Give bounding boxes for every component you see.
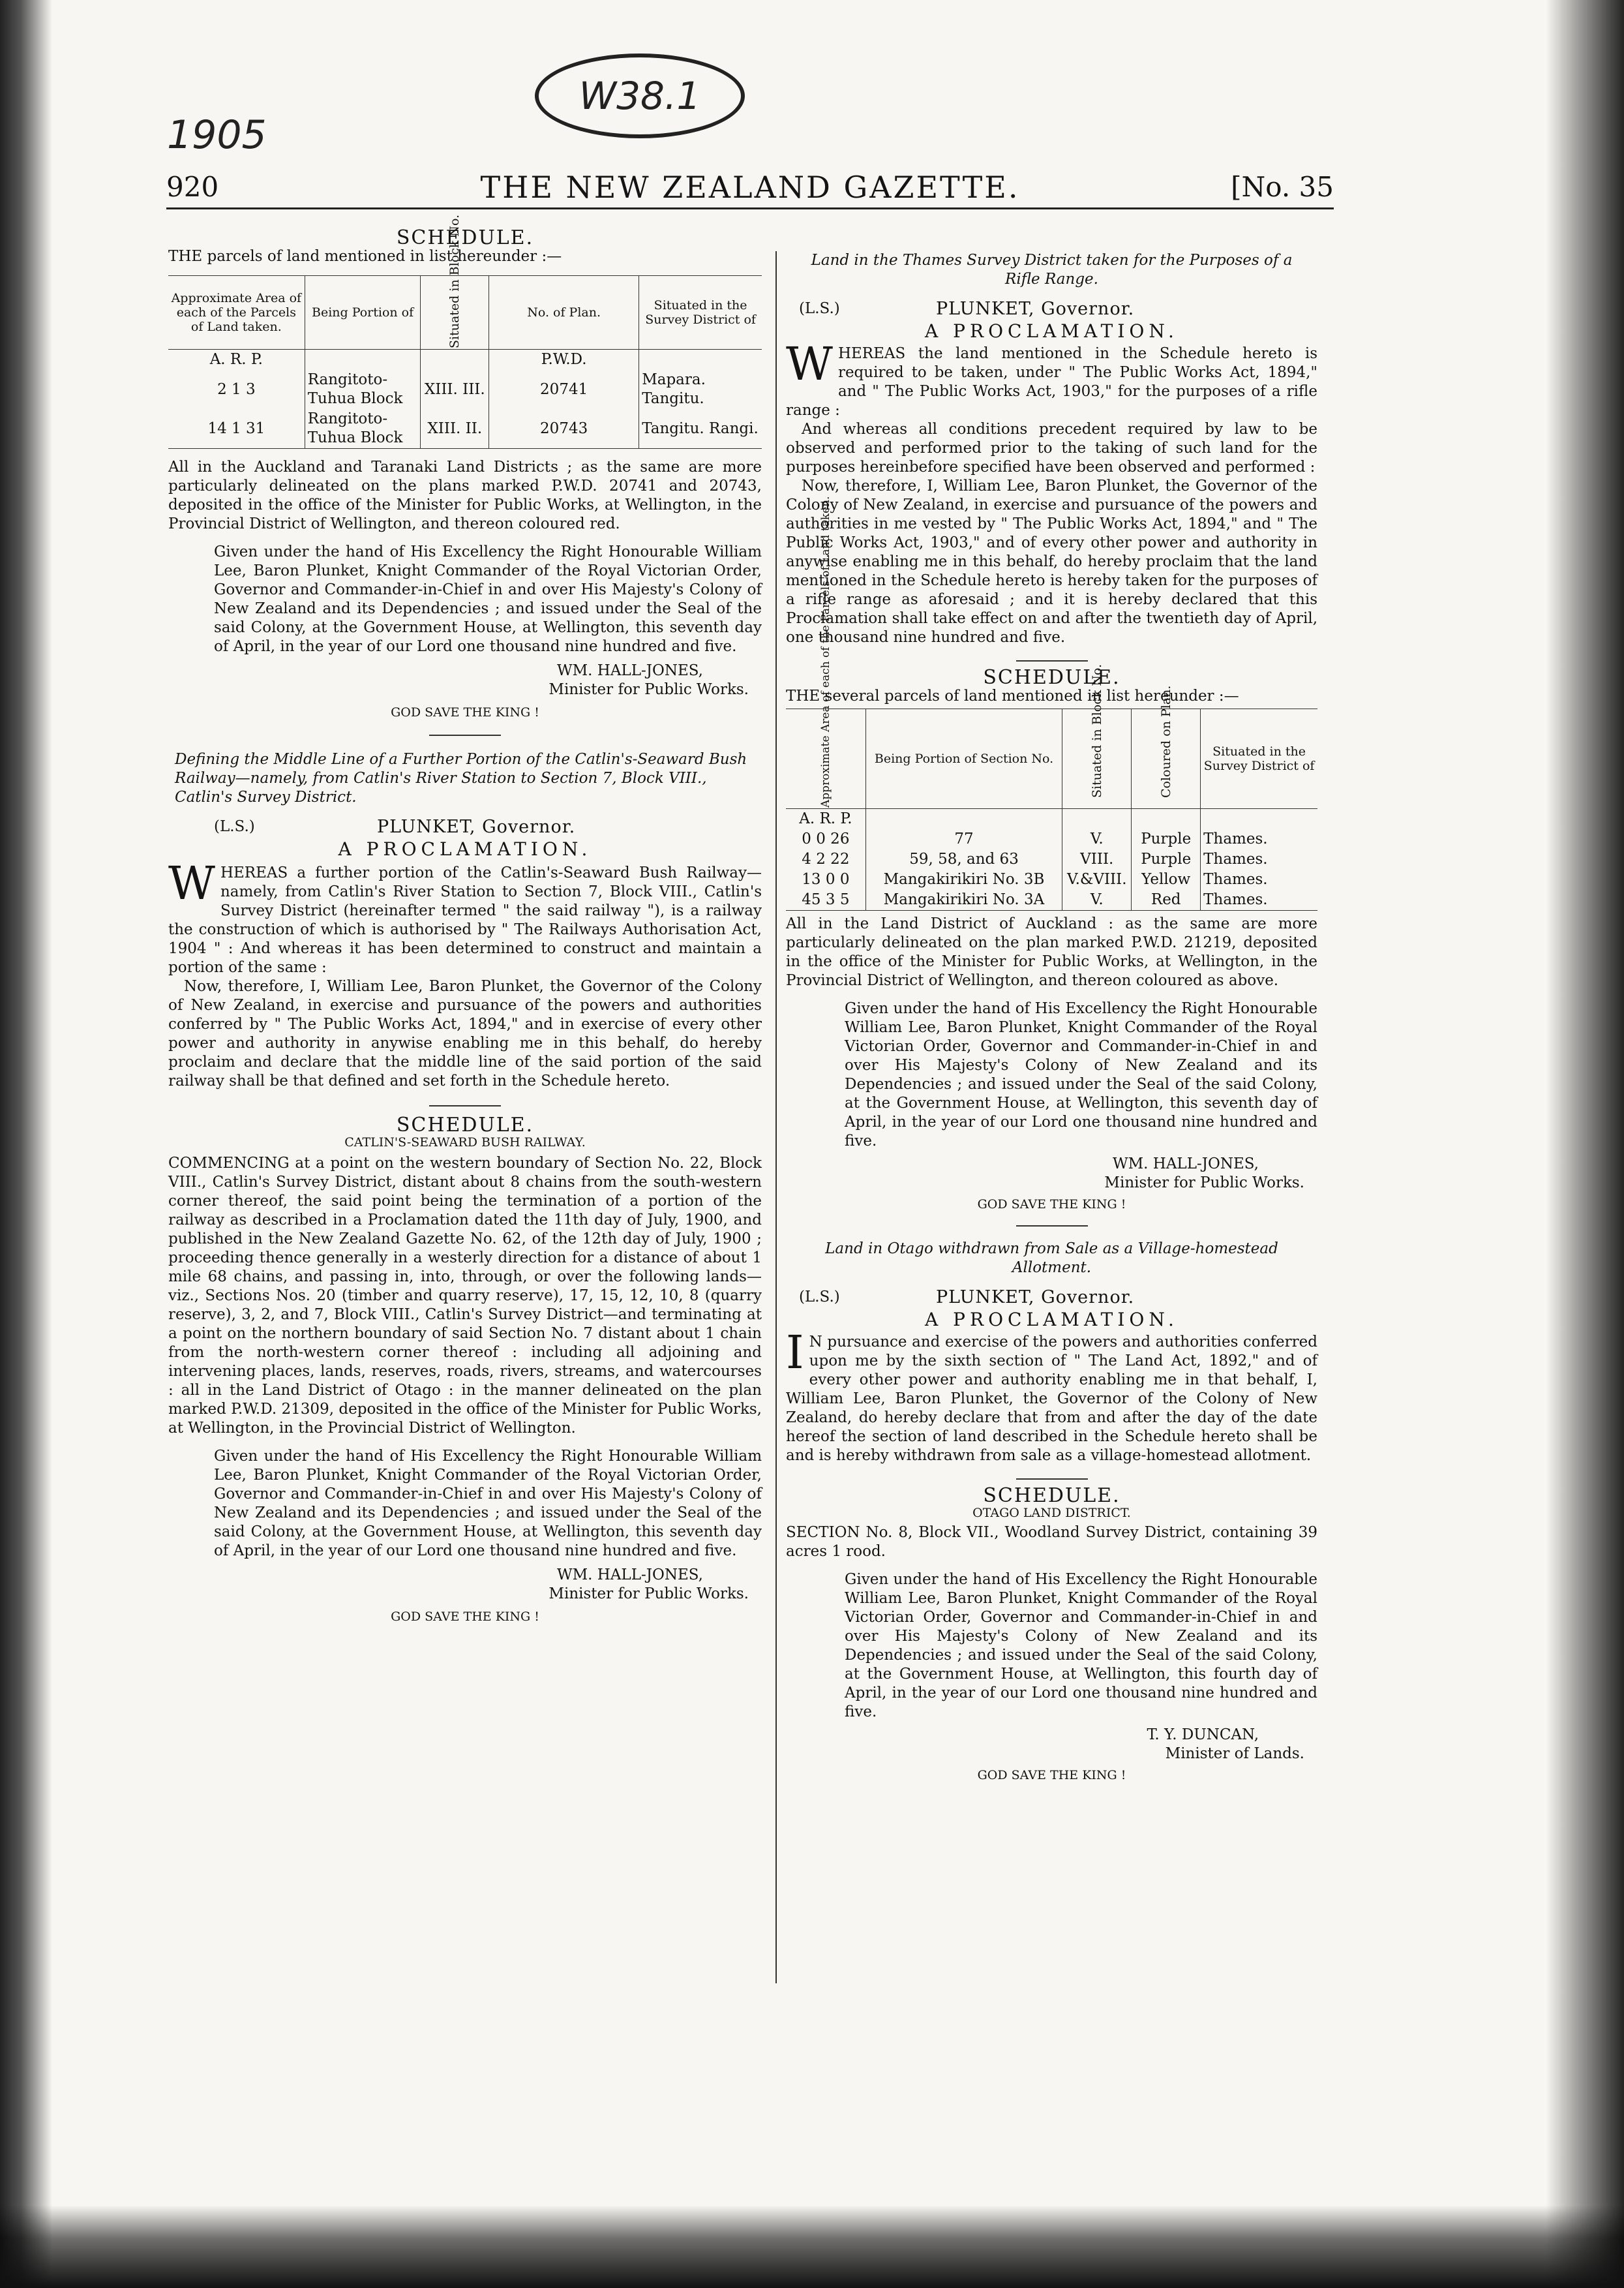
proclamation-paragraph: Now, therefore, I, William Lee, Baron Plunket, the Governor of the Colony of New Zealand, in exercise and pursuance of the powers and authorities conferred by " The Public Works Act, 1894," and in exercise of every other power and authority in anywise enabling me in this behalf, do hereby proclaim and declare that the middle line of the said portion of the said railway shall be that defined and set forth in the Schedule hereto. — [168, 978, 762, 1090]
proclamation-paragraph: HEREAS a further portion of the Catlin's-Seaward Bush Railway—namely, from Catlin's River Station to Section 7, Block VIII., Catlin's Survey District (hereinafter termed " the said railway "), is a railway the construction of which is authorised by " The Railways Authorisation Act, 1904 " : And whereas it has been determined to construct and maintain a portion of the same : — [168, 864, 762, 976]
column-divider — [775, 251, 777, 1983]
table-header-row — [168, 276, 762, 350]
units-cell: A. R. P. — [786, 809, 865, 830]
table-header: Situated in Block No. — [1062, 709, 1132, 809]
table-cell: Thames. — [1203, 831, 1268, 847]
scan-right-edge — [1546, 0, 1624, 2288]
table-header: Being Portion of Section No. — [865, 709, 1062, 809]
table-cell: Purple — [1132, 829, 1201, 849]
signer-title: Minister for Public Works. — [1104, 1174, 1304, 1191]
signer-name: WM. HALL-JONES, — [556, 662, 703, 679]
proclamation-paragraph: N pursuance and exercise of the powers and authorities conferred upon me by the sixth section of " The Land Act, 1892," and of every other power and authority enabling me in that behalf, I, William Lee, Baron Plunket, the Governor of the Colony of New Zealand, do hereby declare that from and after the day of the date hereof the section of land described in the Schedule hereto shall be and is hereby withdrawn from sale as a village-homestead allotment. — [786, 1334, 1317, 1464]
proclamation-title: Land in Otago withdrawn from Sale as a Village-homestead Allotment. — [825, 1240, 1278, 1276]
governor-name: PLUNKET, Governor. — [377, 817, 576, 837]
signer-name: T. Y. DUNCAN, — [1147, 1726, 1259, 1743]
drop-cap: W — [168, 857, 215, 910]
signer-name: WM. HALL-JONES, — [1112, 1155, 1259, 1172]
table-cell: Mapara. Tangitu. — [642, 371, 706, 407]
archive-stamp — [535, 53, 745, 138]
table-cell: Yellow — [1132, 870, 1201, 890]
table-row — [786, 890, 1317, 911]
proclamation-body — [786, 337, 1317, 420]
scan-left-edge — [0, 0, 52, 2288]
scan-bottom-edge — [0, 2205, 1624, 2288]
table-cell: Purple — [1132, 849, 1201, 870]
table-cell: XIII. III. — [421, 370, 489, 409]
table-cell: Thames. — [1203, 851, 1268, 868]
left-column — [168, 214, 762, 1624]
plan-prefix: P.W.D. — [489, 350, 639, 371]
given-under-hand: Given under the hand of His Excellency the Right Honourable William Lee, Baron Plunket, Knight Commander of the Royal Victorian Order, Governor and Commander-in-Chief in and over His Majesty's Colony of New Zealand and its Dependencies ; and issued under the Seal of the said Colony, at the Government House, at Wellington, this seventh day of April, in the year of our Lord one thousand nine hundred and five. — [845, 1000, 1317, 1150]
table-cell: 20743 — [489, 409, 639, 449]
table-cell: 77 — [865, 829, 1062, 849]
seal-mark: (L.S.) — [799, 1289, 840, 1305]
table-cell: Thames. — [1201, 890, 1317, 911]
schedule-heading: SCHEDULE. — [983, 1484, 1120, 1507]
table-cell: 14 1 31 — [168, 409, 305, 449]
schedule-text: SECTION No. 8, Block VII., Woodland Survey District, containing 39 acres 1 rood. — [786, 1524, 1317, 1560]
table-cell: Thames. — [1203, 871, 1268, 888]
table-row — [786, 870, 1317, 890]
table-row — [168, 370, 762, 409]
table-row — [786, 849, 1317, 870]
table-header: Situated in the Survey District of — [1201, 709, 1317, 809]
proclamation-paragraph: Now, therefore, I, William Lee, Baron Plunket, the Governor of the Colony of New Zealand, in exercise and pursuance of the powers and authorities in me vested by " The Public Works Act, 1894," and " The Public Works Act, 1903," and of every other power and authority in anywise enabling me in this behalf, do hereby proclaim that the land mentioned in the Schedule hereto is hereby taken for the purposes of a rifle range as aforesaid ; and it is hereby declared that this Proclamation shall take effect on and after the twentieth day of April, one thousand nine hundred and five. — [786, 478, 1317, 646]
signer-name: WM. HALL-JONES, — [556, 1566, 703, 1583]
seal-mark: (L.S.) — [799, 300, 840, 317]
issue-number: [No. 35 — [1231, 171, 1334, 203]
table-cell: 45 3 5 — [786, 890, 865, 911]
table-header: Situated in Block No. — [421, 276, 489, 350]
table-header: Approximate Area of each of the Parcels of Land taken. — [168, 276, 305, 350]
table-units-row — [786, 809, 1317, 830]
table-header-row — [786, 709, 1317, 809]
god-save-the-king: GOD SAVE THE KING ! — [391, 705, 539, 720]
schedule-heading: SCHEDULE. — [396, 226, 534, 249]
schedule-subheading: CATLIN'S-SEAWARD BUSH RAILWAY. — [344, 1135, 586, 1150]
table-cell: 20741 — [489, 370, 639, 409]
table-row — [786, 829, 1317, 849]
section-rule — [1016, 660, 1088, 662]
table-row — [168, 409, 762, 449]
handwritten-year: 1905 — [167, 112, 267, 158]
section-rule — [429, 735, 501, 736]
table-header: Approximate Area of each of the Parcels of Land taken. — [786, 709, 865, 809]
table-cell: Rangitoto-Tuhua Block — [305, 370, 421, 409]
table-cell: V. — [1062, 890, 1132, 911]
proclamation-title: Defining the Middle Line of a Further Portion of the Catlin's-Seaward Bush Railway—namely, from Catlin's River Station to Section 7, Block VIII., Catlin's Survey District. — [175, 751, 747, 806]
table-header: Being Portion of — [305, 276, 421, 350]
proclamation-paragraph: HEREAS the land mentioned in the Schedule hereto is required to be taken, under " The Public Works Act, 1894," and " The Public Works Act, 1903," for the purposes of a rifle range : — [786, 345, 1317, 419]
proclamation-heading: A PROCLAMATION. — [925, 1309, 1179, 1330]
governor-name: PLUNKET, Governor. — [936, 299, 1135, 319]
table-cell: Rangitoto-Tuhua Block — [305, 409, 421, 449]
table-header: Coloured on Plan. — [1132, 709, 1201, 809]
proclamation-heading: A PROCLAMATION. — [338, 838, 592, 860]
given-under-hand: Given under the hand of His Excellency the Right Honourable William Lee, Baron Plunket, Knight Commander of the Royal Victorian Order, Governor and Commander-in-Chief in and over His Majesty's Colony of New Zealand and its Dependencies ; and issued under the Seal of the said Colony, at the Government House, at Wellington, this seventh day of April, in the year of our Lord one thousand nine hundred and five. — [214, 543, 762, 655]
section-rule — [1016, 1478, 1088, 1480]
signer-title: Minister for Public Works. — [549, 1585, 749, 1602]
schedule-intro: THE parcels of land mentioned in list hereunder :— — [168, 248, 562, 265]
proclamation-paragraph: And whereas all conditions precedent required by law to be observed and performed prior to the taking of such land for the purposes hereinbefore specified have been observed and performed : — [786, 421, 1317, 476]
table-cell: Mangakirikiri No. 3B — [865, 870, 1062, 890]
proclamation-title: Land in the Thames Survey District taken for the Purposes of a Rifle Range. — [811, 252, 1293, 288]
units-cell: A. R. P. — [168, 350, 305, 371]
god-save-the-king: GOD SAVE THE KING ! — [391, 1609, 539, 1624]
schedule-subheading: OTAGO LAND DISTRICT. — [972, 1506, 1131, 1520]
proclamation-body — [168, 857, 762, 977]
drop-cap: W — [786, 337, 833, 391]
seal-mark: (L.S.) — [214, 818, 255, 835]
governor-line — [168, 817, 762, 840]
proclamation-body — [786, 1326, 1317, 1465]
god-save-the-king: GOD SAVE THE KING ! — [977, 1768, 1126, 1782]
governor-line — [786, 1288, 1317, 1310]
schedule-intro: THE several parcels of land mentioned in list hereunder :— — [786, 688, 1239, 705]
god-save-the-king: GOD SAVE THE KING ! — [977, 1197, 1126, 1212]
right-column — [786, 251, 1317, 1783]
signer-title: Minister of Lands. — [1165, 1745, 1304, 1762]
table-cell: 59, 58, and 63 — [865, 849, 1062, 870]
table-cell: 2 1 3 — [168, 370, 305, 409]
schedule-text: COMMENCING at a point on the western boundary of Section No. 22, Block VIII., Catlin's Survey District, distant about 8 chains from the south-western corner thereof, the said point being the termination of a portion of the railway as described in a Proclamation dated the 11th day of July, 1900, and published in the New Zealand Gazette No. 62, of the 12th day of July, 1900 ; proceeding thence generally in a westerly direction for a distance of about 1 mile 68 chains, and passing in, into, through, or over the following lands—viz., Sections Nos. 20 (timber and quarry reserve), 17, 15, 12, 10, 8 (quarry reserve), 3, 2, and 7, Block VIII., Catlin's Survey District—and terminating at a point on the northern boundary of said Section No. 7 distant about 1 chain from the north-western corner thereof : including all adjoining and intervening places, lands, reserves, roads, rivers, streams, and watercourses : all in the Land District of Otago : in the manner delineated on the plan marked P.W.D. 21309, deposited in the office of the Minister for Public Works, at Wellington, in the Provincial District of Wellington. — [168, 1155, 762, 1437]
schedule-description: All in the Land District of Auckland : as the same are more particularly delineated on the plan marked P.W.D. 21219, deposited in the office of the Minister for Public Works, at Wellington, in the Provincial District of Wellington, and thereon coloured as above. — [786, 915, 1317, 989]
table-cell: Mangakirikiri No. 3A — [865, 890, 1062, 911]
table-header: Situated in the Survey District of — [639, 276, 762, 350]
table-header: No. of Plan. — [489, 276, 639, 350]
proclamation-heading: A PROCLAMATION. — [925, 320, 1179, 342]
stamp-text: W38.1 — [579, 74, 701, 118]
section-rule — [429, 1105, 501, 1106]
schedule-description: All in the Auckland and Taranaki Land Districts ; as the same are more particularly delineated on the plans marked P.W.D. 20741 and 20743, deposited in the office of the Minister for Public Works, at Wellington, in the Provincial District of Wellington, and thereon coloured red. — [168, 459, 762, 532]
table-cell: 4 2 22 — [786, 849, 865, 870]
signer-title: Minister for Public Works. — [549, 681, 749, 698]
table-cell: Tangitu. Rangi. — [639, 409, 762, 449]
table-cell: 0 0 26 — [786, 829, 865, 849]
table-cell: Red — [1132, 890, 1201, 911]
header-rule — [166, 207, 1334, 209]
table-cell: V.&VIII. — [1062, 870, 1132, 890]
given-under-hand: Given under the hand of His Excellency the Right Honourable William Lee, Baron Plunket, Knight Commander of the Royal Victorian Order, Governor and Commander-in-Chief in and over His Majesty's Colony of New Zealand and its Dependencies ; and issued under the Seal of the said Colony, at the Government House, at Wellington, this fourth day of April, in the year of our Lord one thousand nine hundred and five. — [845, 1571, 1317, 1720]
table-cell: XIII. II. — [421, 409, 489, 449]
schedule-heading: SCHEDULE. — [396, 1114, 534, 1136]
page-number: 920 — [166, 171, 219, 203]
table-cell: 13 0 0 — [786, 870, 865, 890]
given-under-hand: Given under the hand of His Excellency the Right Honourable William Lee, Baron Plunket, Knight Commander of the Royal Victorian Order, Governor and Commander-in-Chief in and over His Majesty's Colony of New Zealand and its Dependencies ; and issued under the Seal of the said Colony, at the Government House, at Wellington, this seventh day of April, in the year of our Lord one thousand nine hundred and five. — [214, 1448, 762, 1559]
drop-cap: I — [786, 1326, 804, 1379]
governor-line — [786, 299, 1317, 322]
table-units-row — [168, 350, 762, 371]
schedule-heading: SCHEDULE. — [983, 666, 1120, 689]
table-cell: V. — [1062, 829, 1132, 849]
section-rule — [1016, 1225, 1088, 1227]
gazette-title: THE NEW ZEALAND GAZETTE. — [480, 170, 1020, 205]
table-cell: VIII. — [1062, 849, 1132, 870]
governor-name: PLUNKET, Governor. — [936, 1287, 1135, 1307]
page-header — [166, 163, 1334, 206]
